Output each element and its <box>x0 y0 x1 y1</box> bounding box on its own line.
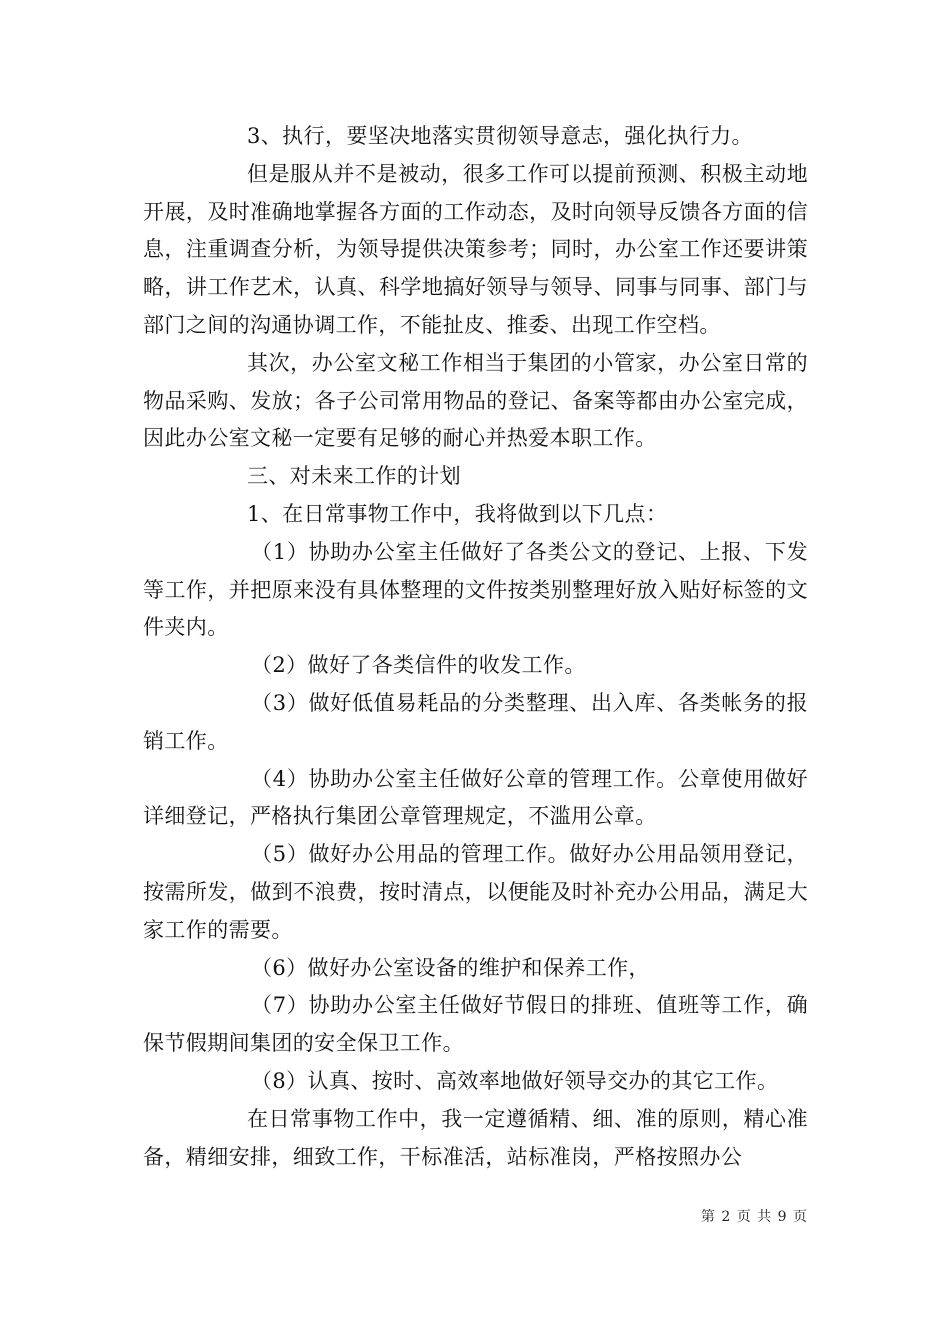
list-item-4: （4）协助办公室主任做好公章的管理工作。公章使用做好详细登记，严格执行集团公章管理规定，不滥用公章。 <box>143 766 808 829</box>
paragraph-execution: 3、执行，要坚决地落实贯彻领导意志，强化执行力。 <box>247 124 753 148</box>
document-body <box>143 118 808 1176</box>
list-item-5: （5）做好办公用品的管理工作。做好办公用品领用登记，按需所发，做到不浪费，按时清点，以便能及时补充办公用品，满足大家工作的需要。 <box>143 842 808 942</box>
paragraph-daily-affairs: 1、在日常事物工作中，我将做到以下几点： <box>247 501 668 526</box>
paragraph-principles: 在日常事物工作中，我一定遵循精、细、准的原则，精心准备，精细安排，细致工作，干标准活，站标准岗，严格按照办公 <box>143 1106 808 1169</box>
list-item-2: （2）做好了各类信件的收发工作。 <box>251 653 586 678</box>
list-item-8: （8）认真、按时、高效率地做好领导交办的其它工作。 <box>251 1068 779 1093</box>
paragraph-secondly: 其次，办公室文秘工作相当于集团的小管家，办公室日常的物品采购、发放；各子公司常用物品的登记、备案等都由办公室完成，因此办公室文秘一定要有足够的耐心并热爱本职工作。 <box>143 350 808 451</box>
paragraph-obedience: 但是服从并不是被动，很多工作可以提前预测、积极主动地开展，及时准确地掌握各方面的工作动态，及时向领导反馈各方面的信息，注重调查分析，为领导提供决策参考；同时，办公室工作还要讲策略，讲工作艺术，认真、科学地搞好领导与领导、同事与同事、部门与部门之间的沟通协调工作，不能扯皮、推委、出现工作空档。 <box>143 161 808 337</box>
page-number: 第 2 页 共 9 页 <box>700 1209 808 1225</box>
list-item-1: （1）协助办公室主任做好了各类公文的登记、上报、下发等工作，并把原来没有具体整理的文件按类别整理好放入贴好标签的文件夹内。 <box>143 539 808 640</box>
list-item-7: （7）协助办公室主任做好节假日的排班、值班等工作，确保节假期间集团的安全保卫工作。 <box>143 993 808 1056</box>
list-item-3: （3）做好低值易耗品的分类整理、出入库、各类帐务的报销工作。 <box>143 690 808 753</box>
section-heading-future-plan: 三、对未来工作的计划 <box>247 464 461 489</box>
list-item-6: （6）做好办公室设备的维护和保养工作， <box>251 955 650 980</box>
